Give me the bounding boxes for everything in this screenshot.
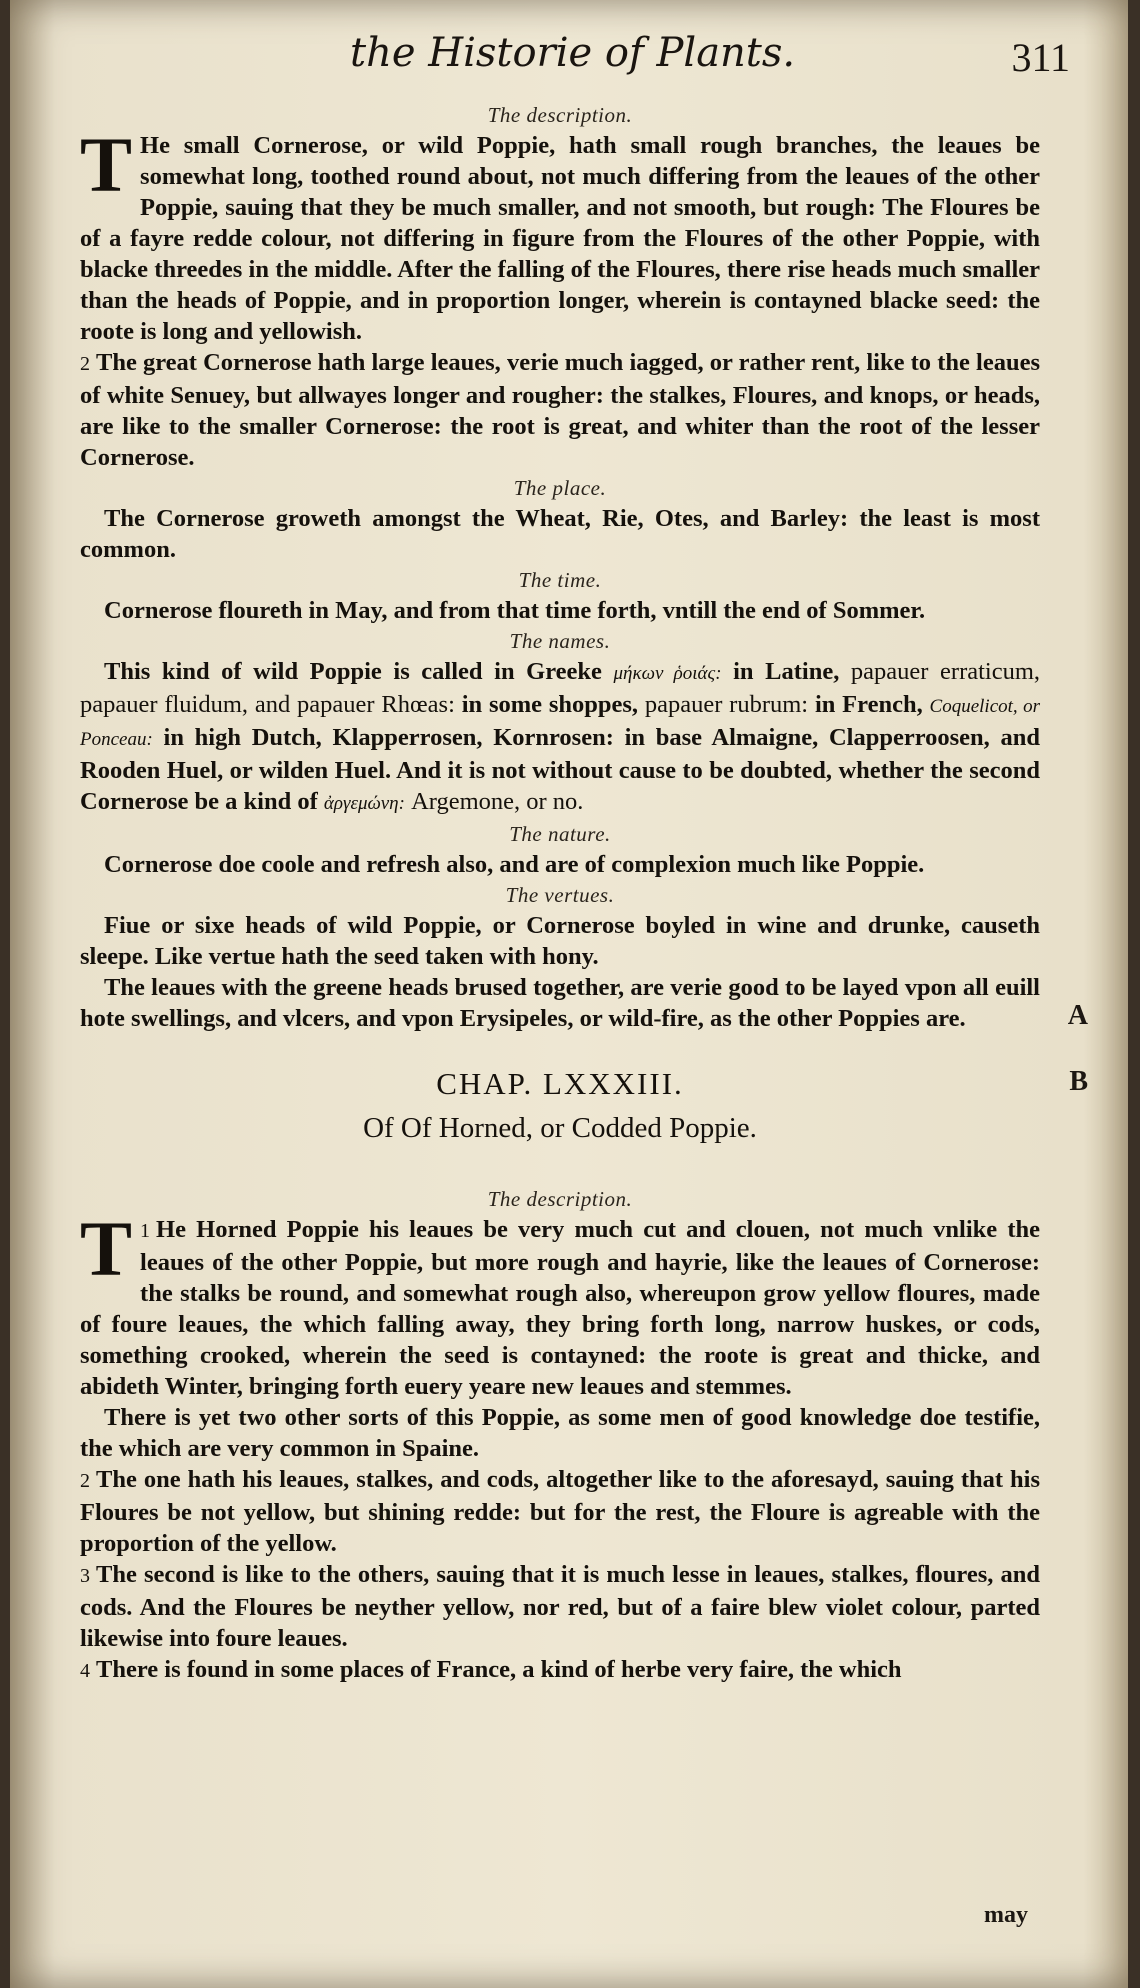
paragraph bbox=[80, 1205, 1040, 1402]
page-header bbox=[10, 30, 1128, 90]
paragraph-text: in Latine, bbox=[733, 658, 840, 685]
paragraph bbox=[80, 347, 1040, 473]
section-heading-place: The place. bbox=[513, 476, 607, 500]
section-heading-nature: The nature. bbox=[509, 822, 611, 846]
paragraph: The leaues with the greene heads brused together, are verie good to be layed vpon all euill hote swellings, and vlcers, and vpon Erysipeles, or wild-fire, as the other Poppies are. bbox=[80, 974, 1040, 1032]
greek-text: ἀργεμώνη: bbox=[323, 793, 405, 814]
item-number: 2 bbox=[80, 1470, 90, 1492]
latin-text: papauer rubrum: bbox=[644, 691, 809, 718]
paragraph-text: He Horned Poppie his leaues be very much cut and clouen, not much vnlike the leaues of the other Poppie, but more rough and hayrie, like the leaues of Cornerose: the stalks be round, and somewhat rough also, whereupon grow yellow floures, made of foure leaues, the which falling away, they bring forth long, narrow huskes, or cods, something crooked, wherein the seed is contayned: the roote is great and thicke, and abideth Winter, bringing forth euery yeare new leaues and stemmes. bbox=[80, 1216, 1040, 1400]
item-number: 3 bbox=[80, 1565, 90, 1587]
paragraph bbox=[80, 121, 1040, 347]
greek-text: μήκων ῥοιάς: bbox=[613, 663, 722, 684]
paragraph bbox=[80, 656, 1040, 819]
paragraph-text: The great Cornerose hath large leaues, verie much iagged, or rather rent, like to the leaues of white Senuey, but allwayes longer and rougher: the stalkes, Floures, and knops, or heads, are like to the smaller Cornerose: the root is great, and whiter than the root of the lesser Cornerose. bbox=[80, 349, 1040, 471]
section-heading-description: The description. bbox=[487, 1187, 633, 1211]
book-page bbox=[10, 0, 1128, 1988]
margin-letter-b: B bbox=[1069, 1066, 1088, 1097]
paragraph: Cornerose floureth in May, and from that time forth, vntill the end of Sommer. bbox=[104, 597, 926, 624]
paragraph-text: The one hath his leaues, stalkes, and cods, altogether like to the aforesayd, sauing that his Floures be not yellow, but shining redde: but for the rest, the Floure is agreable with the proportion of the yellow. bbox=[80, 1466, 1040, 1557]
paragraph: Cornerose doe coole and refresh also, and are of complexion much like Poppie. bbox=[104, 851, 925, 878]
page-number: 311 bbox=[1011, 35, 1070, 80]
french-text: Coquelicot, or Ponceau: bbox=[80, 696, 1040, 750]
paragraph-text: This kind of wild Poppie is called in Greeke bbox=[104, 658, 602, 685]
chapter-title: Of Of Horned, or Codded Poppie. bbox=[363, 1112, 757, 1144]
catchword: may bbox=[984, 1902, 1028, 1928]
margin-letter-a: A bbox=[1067, 1000, 1088, 1031]
item-number: 1 bbox=[140, 1220, 151, 1242]
paragraph-text: in high Dutch, Klapperrosen, Kornrosen: in base Almaigne, Clapperroosen, and Rooden Huel, or wilden Huel. And it is not without cause to be doubted, whether the second Cornerose be a kind of bbox=[80, 724, 1041, 815]
paragraph bbox=[80, 1654, 1040, 1687]
paragraph-text: in French, bbox=[814, 691, 923, 718]
drop-cap: T bbox=[80, 121, 133, 208]
item-number: 4 bbox=[80, 1660, 90, 1682]
paragraph-text: He small Cornerose, or wild Poppie, hath small rough branches, the leaues be somewhat long, toothed round about, not much differing from the leaues of the other Poppie, sauing that they be much smaller, and not smooth, but rough: The Floures be of a fayre redde colour, not differing in figure from the Floures of the other Poppie, with blacke threedes in the middle. After the falling of the Floures, there rise heads much smaller than the heads of Poppie, and in proportion longer, wherein is contayned blacke seed: the roote is long and yellowish. bbox=[80, 132, 1040, 345]
paragraph-text: There is found in some places of France, a kind of herbe very faire, the which bbox=[96, 1656, 902, 1683]
section-heading-names: The names. bbox=[509, 629, 611, 653]
section-heading-time: The time. bbox=[518, 568, 602, 592]
paragraph: Fiue or sixe heads of wild Poppie, or Cornerose boyled in wine and drunke, causeth sleepe. Like vertue hath the seed taken with hony. bbox=[80, 912, 1040, 970]
paragraph-text: The second is like to the others, sauing that it is much lesse in leaues, stalkes, floures, and cods. And the Floures be neyther yellow, nor red, but of a faire blew violet colour, parted likewise into foure leaues. bbox=[80, 1561, 1040, 1652]
latin-text: papauer erraticum, papauer fluidum, and papauer Rhœas: bbox=[80, 658, 1041, 718]
paragraph bbox=[80, 1559, 1040, 1654]
paragraph: There is yet two other sorts of this Poppie, as some men of good knowledge doe testifie, the which are very common in Spaine. bbox=[80, 1404, 1040, 1462]
latin-text: Argemone, or no. bbox=[411, 788, 584, 815]
item-number: 2 bbox=[80, 353, 90, 375]
main-text bbox=[80, 100, 1040, 1687]
paragraph bbox=[80, 1464, 1040, 1559]
drop-cap: T bbox=[80, 1205, 133, 1292]
chapter-heading: CHAP. LXXXIII. bbox=[436, 1066, 684, 1101]
section-heading-vertues: The vertues. bbox=[505, 883, 615, 907]
running-title: the Historie of Plants. bbox=[350, 30, 796, 76]
paragraph: The Cornerose groweth amongst the Wheat, Rie, Otes, and Barley: the least is most common. bbox=[80, 505, 1040, 563]
section-heading-description: The description. bbox=[487, 103, 633, 127]
paragraph-text: in some shoppes, bbox=[461, 691, 639, 718]
